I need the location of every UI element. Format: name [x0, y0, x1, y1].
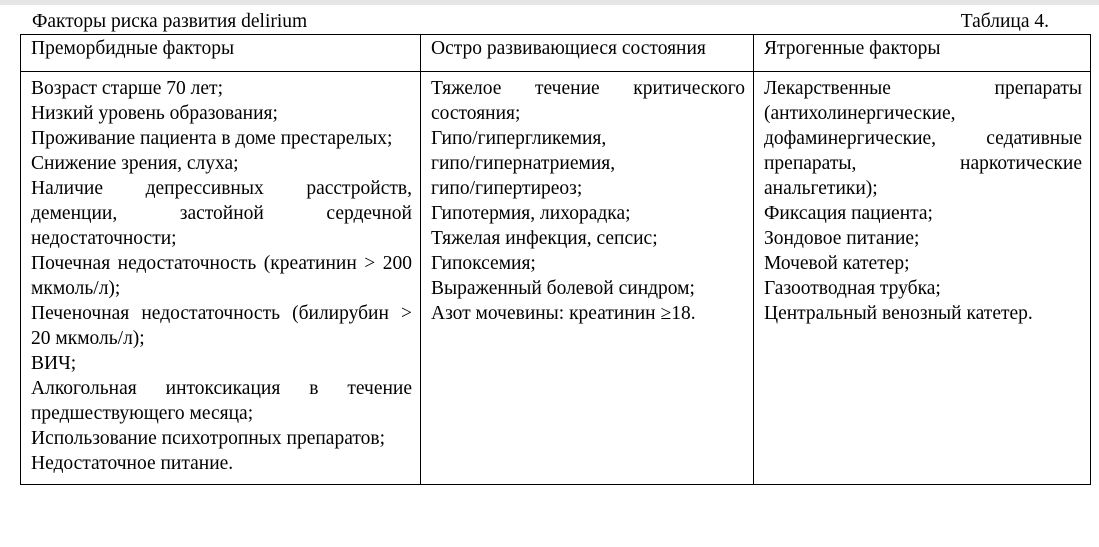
list-item: Тяжелое течение критического состояния;	[431, 78, 745, 124]
acute-cell	[421, 72, 754, 485]
column-header-iatrogenic: Ятрогенные факторы	[754, 35, 1091, 72]
list-item: Тяжелая инфекция, сепсис;	[431, 228, 658, 249]
risk-factors-table	[20, 34, 1091, 485]
list-item: Почечная недостаточность (креатинин > 200 мкмоль/л);	[31, 253, 412, 299]
header-row	[21, 35, 1091, 72]
table-caption: Факторы риска развития delirium	[32, 11, 308, 32]
list-item: Снижение зрения, слуха;	[31, 153, 239, 174]
list-item: Гипо/гипергликемия,	[431, 128, 607, 149]
column-header-premorbid: Преморбидные факторы	[21, 35, 421, 72]
premorbid-cell	[21, 72, 421, 485]
list-item: гипо/гипернатриемия,	[431, 153, 616, 174]
table-row	[21, 72, 1091, 485]
list-item: Гипоксемия;	[431, 253, 536, 274]
top-strip	[0, 0, 1099, 5]
list-item: Использование психотропных препаратов;	[31, 428, 385, 449]
list-item: Печеночная недостаточность (билирубин > 20 мкмоль/л);	[31, 303, 412, 349]
list-item: ВИЧ;	[31, 353, 77, 374]
list-item: Мочевой катетер;	[764, 253, 910, 274]
list-item: Зондовое питание;	[764, 228, 920, 249]
list-item: Низкий уровень образования;	[31, 103, 278, 124]
column-header-acute: Остро развивающиеся состояния	[421, 35, 754, 72]
table-number: Таблица 4.	[960, 11, 1049, 32]
list-item: Лекарственные препараты (антихолинергические, дофаминергические, седативные препараты, наркотические анальгетики);	[764, 78, 1082, 199]
list-item: гипо/гипертиреоз;	[431, 178, 583, 199]
list-item: Гипотермия, лихорадка;	[431, 203, 631, 224]
list-item: Азот мочевины: креатинин ≥18.	[431, 303, 696, 324]
list-item: Алкогольная интоксикация в течение предшествующего месяца;	[31, 378, 412, 424]
list-item: Недостаточное питание.	[31, 453, 234, 474]
list-item: Наличие депрессивных расстройств, деменции, застойной сердечной недостаточности;	[31, 178, 412, 249]
iatrogenic-cell	[754, 72, 1091, 485]
list-item: Фиксация пациента;	[764, 203, 933, 224]
list-item: Проживание пациента в доме престарелых;	[31, 128, 393, 149]
list-item: Возраст старше 70 лет;	[31, 78, 223, 99]
list-item: Выраженный болевой синдром;	[431, 278, 695, 299]
list-item: Газоотводная трубка;	[764, 278, 941, 299]
list-item: Центральный венозный катетер.	[764, 303, 1033, 324]
